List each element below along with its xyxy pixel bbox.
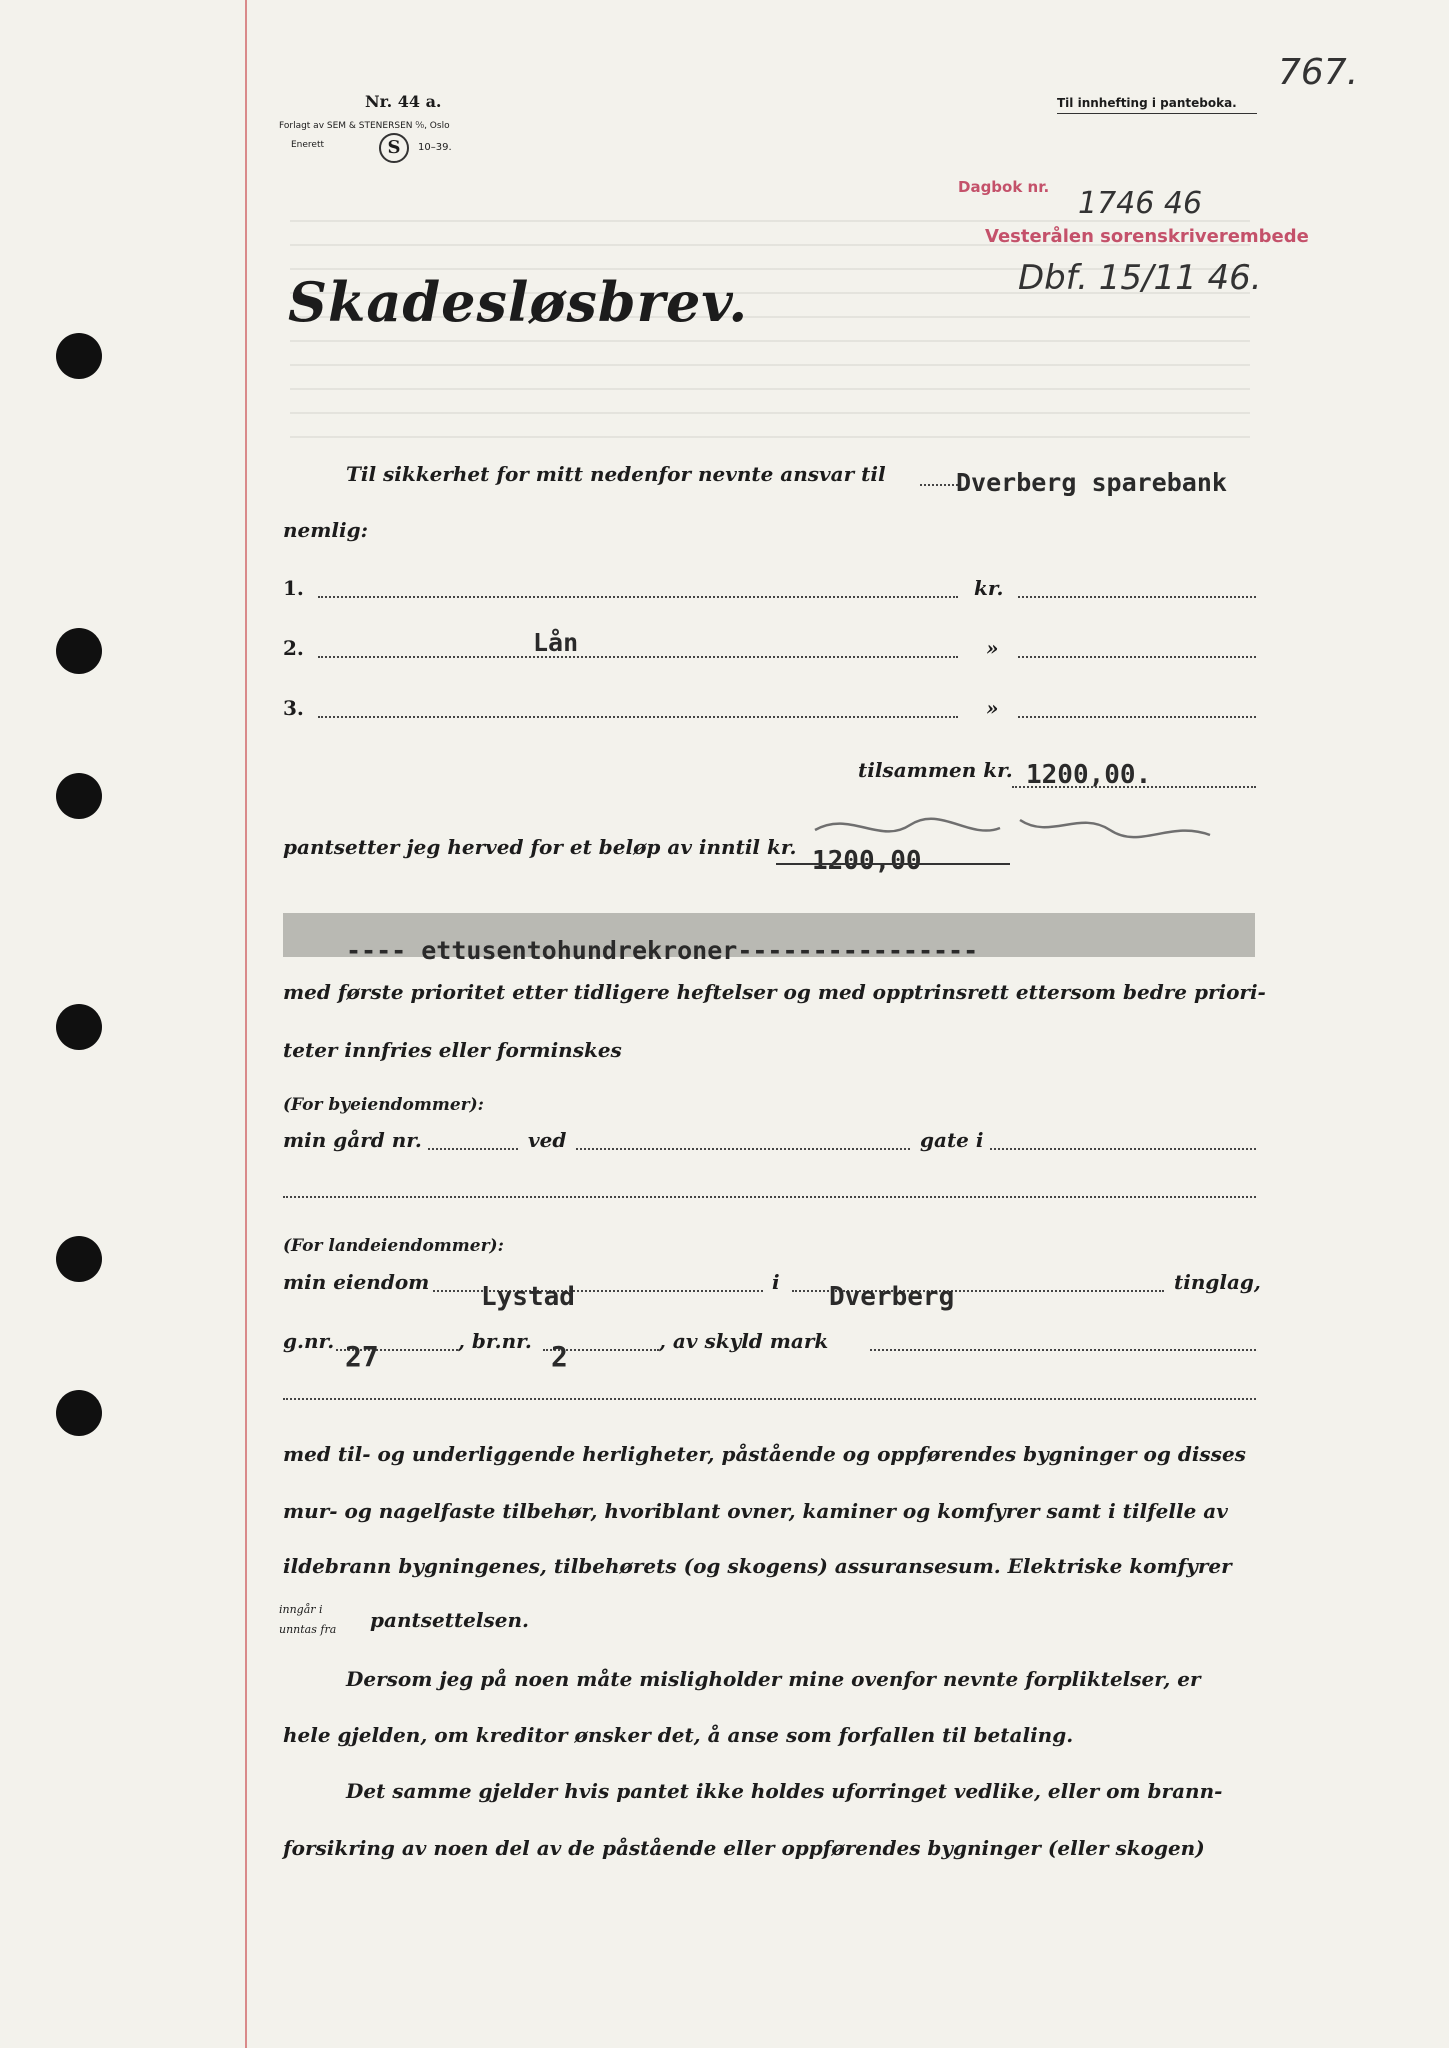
intro-text: Til sikkerhet for mitt nedenfor nevnte ansvar til	[346, 462, 886, 486]
priority-line: teter innfries eller forminskes	[283, 1038, 622, 1062]
place-name: Dverberg	[829, 1282, 955, 1312]
gate-label: gate i	[920, 1128, 984, 1152]
item-number: 3.	[283, 696, 304, 720]
dotted-line	[283, 1398, 1256, 1400]
nemlig-label: nemlig:	[283, 518, 368, 542]
margin-line	[245, 0, 247, 2048]
form-number: Nr. 44 a.	[365, 92, 442, 111]
total-value: 1200,00.	[1026, 760, 1152, 790]
item-unit: »	[986, 636, 999, 660]
dotted-line	[576, 1148, 910, 1150]
body-line: mur- og nagelfaste tilbehør, hvoriblant ovner, kaminer og komfyrer samt i tilfelle av	[283, 1499, 1228, 1523]
body-line: pantsettelsen.	[370, 1608, 529, 1632]
publisher-line: Forlagt av SEM & STENERSEN ⁰⁄₀, Oslo	[279, 121, 450, 131]
dotted-line	[428, 1148, 518, 1150]
margin-note: inngår i	[279, 1603, 323, 1616]
stamp-date: Dbf. 15/11 46.	[1018, 258, 1262, 298]
dotted-line	[318, 596, 958, 598]
pledge-underline	[776, 863, 1010, 865]
stamp-office: Vesterålen sorenskriverembede	[985, 226, 1309, 247]
property-name: Lystad	[481, 1282, 575, 1312]
skyld-label: , av skyld mark	[659, 1329, 829, 1353]
land-heading: (For landeiendommer):	[283, 1236, 504, 1256]
item-number: 2.	[283, 636, 304, 660]
brnr-label: , br.nr.	[458, 1329, 532, 1353]
stamp-number: 1746 46	[1078, 186, 1203, 221]
total-label: tilsammen kr.	[858, 758, 1013, 782]
publisher-date: 10–39.	[418, 142, 452, 153]
gnr-value: 27	[345, 1340, 379, 1373]
item-unit: »	[986, 696, 999, 720]
ved-label: ved	[528, 1128, 567, 1152]
punch-hole	[56, 1004, 102, 1050]
dotted-line	[990, 1148, 1256, 1150]
item-number: 1.	[283, 576, 304, 600]
i-label: i	[772, 1270, 780, 1294]
page-number: 767.	[1278, 52, 1359, 93]
dotted-line	[1018, 656, 1256, 658]
dotted-line	[920, 484, 958, 486]
dotted-line	[318, 716, 958, 718]
gnr-label: g.nr.	[283, 1329, 335, 1353]
dotted-line	[283, 1196, 1256, 1198]
header-note-underline	[1057, 113, 1257, 114]
brnr-value: 2	[551, 1340, 568, 1373]
punch-hole	[56, 773, 102, 819]
item-text: Lån	[533, 628, 579, 657]
body-line: ildebrann bygningenes, tilbehørets (og skogens) assuransesum. Elektriske komfyrer	[283, 1554, 1232, 1578]
pledge-text: pantsetter jeg herved for et beløp av inntil kr.	[283, 835, 797, 859]
publisher-logo: S	[379, 133, 409, 163]
item-unit: kr.	[974, 576, 1004, 600]
punch-hole	[56, 333, 102, 379]
body-line: forsikring av noen del av de påstående eller oppførendes bygninger (eller skogen)	[283, 1836, 1205, 1860]
body-line: hele gjelden, om kreditor ønsker det, å anse som forfallen til betaling.	[283, 1723, 1074, 1747]
signature-bleed	[810, 800, 1240, 860]
pledge-value: 1200,00	[812, 846, 922, 876]
publisher-enerett: Enerett	[291, 140, 325, 150]
punch-hole	[56, 1390, 102, 1436]
body-line: med til- og underliggende herligheter, påstående og oppførendes bygninger og disses	[283, 1442, 1246, 1466]
margin-note: unntas fra	[279, 1623, 337, 1636]
punch-hole	[56, 628, 102, 674]
body-line: Det samme gjelder hvis pantet ikke holdes uforringet vedlike, eller om brann-	[346, 1779, 1223, 1803]
punch-hole	[56, 1236, 102, 1282]
dotted-line	[1018, 716, 1256, 718]
dotted-line	[1012, 786, 1256, 788]
header-note: Til innhefting i panteboka.	[1057, 96, 1237, 110]
by-heading: (For byeiendommer):	[283, 1095, 484, 1115]
dotted-line	[870, 1349, 1256, 1351]
priority-line: med første prioritet etter tidligere heftelser og med opptrinsrett ettersom bedre priori-	[283, 980, 1266, 1004]
stamp-label: Dagbok nr.	[958, 178, 1050, 196]
dotted-line	[318, 656, 958, 658]
gard-label: min gård nr.	[283, 1128, 422, 1152]
amount-in-words: ---- ettusentohundrekroner----------------	[346, 936, 979, 965]
tinglag-label: tinglag,	[1174, 1270, 1261, 1294]
creditor-name: Dverberg sparebank	[956, 468, 1227, 497]
body-line: Dersom jeg på noen måte misligholder mine ovenfor nevnte forpliktelser, er	[346, 1667, 1201, 1691]
document-title: Skadesløsbrev.	[288, 270, 749, 334]
dotted-line	[1018, 596, 1256, 598]
eiendom-label: min eiendom	[283, 1270, 430, 1294]
